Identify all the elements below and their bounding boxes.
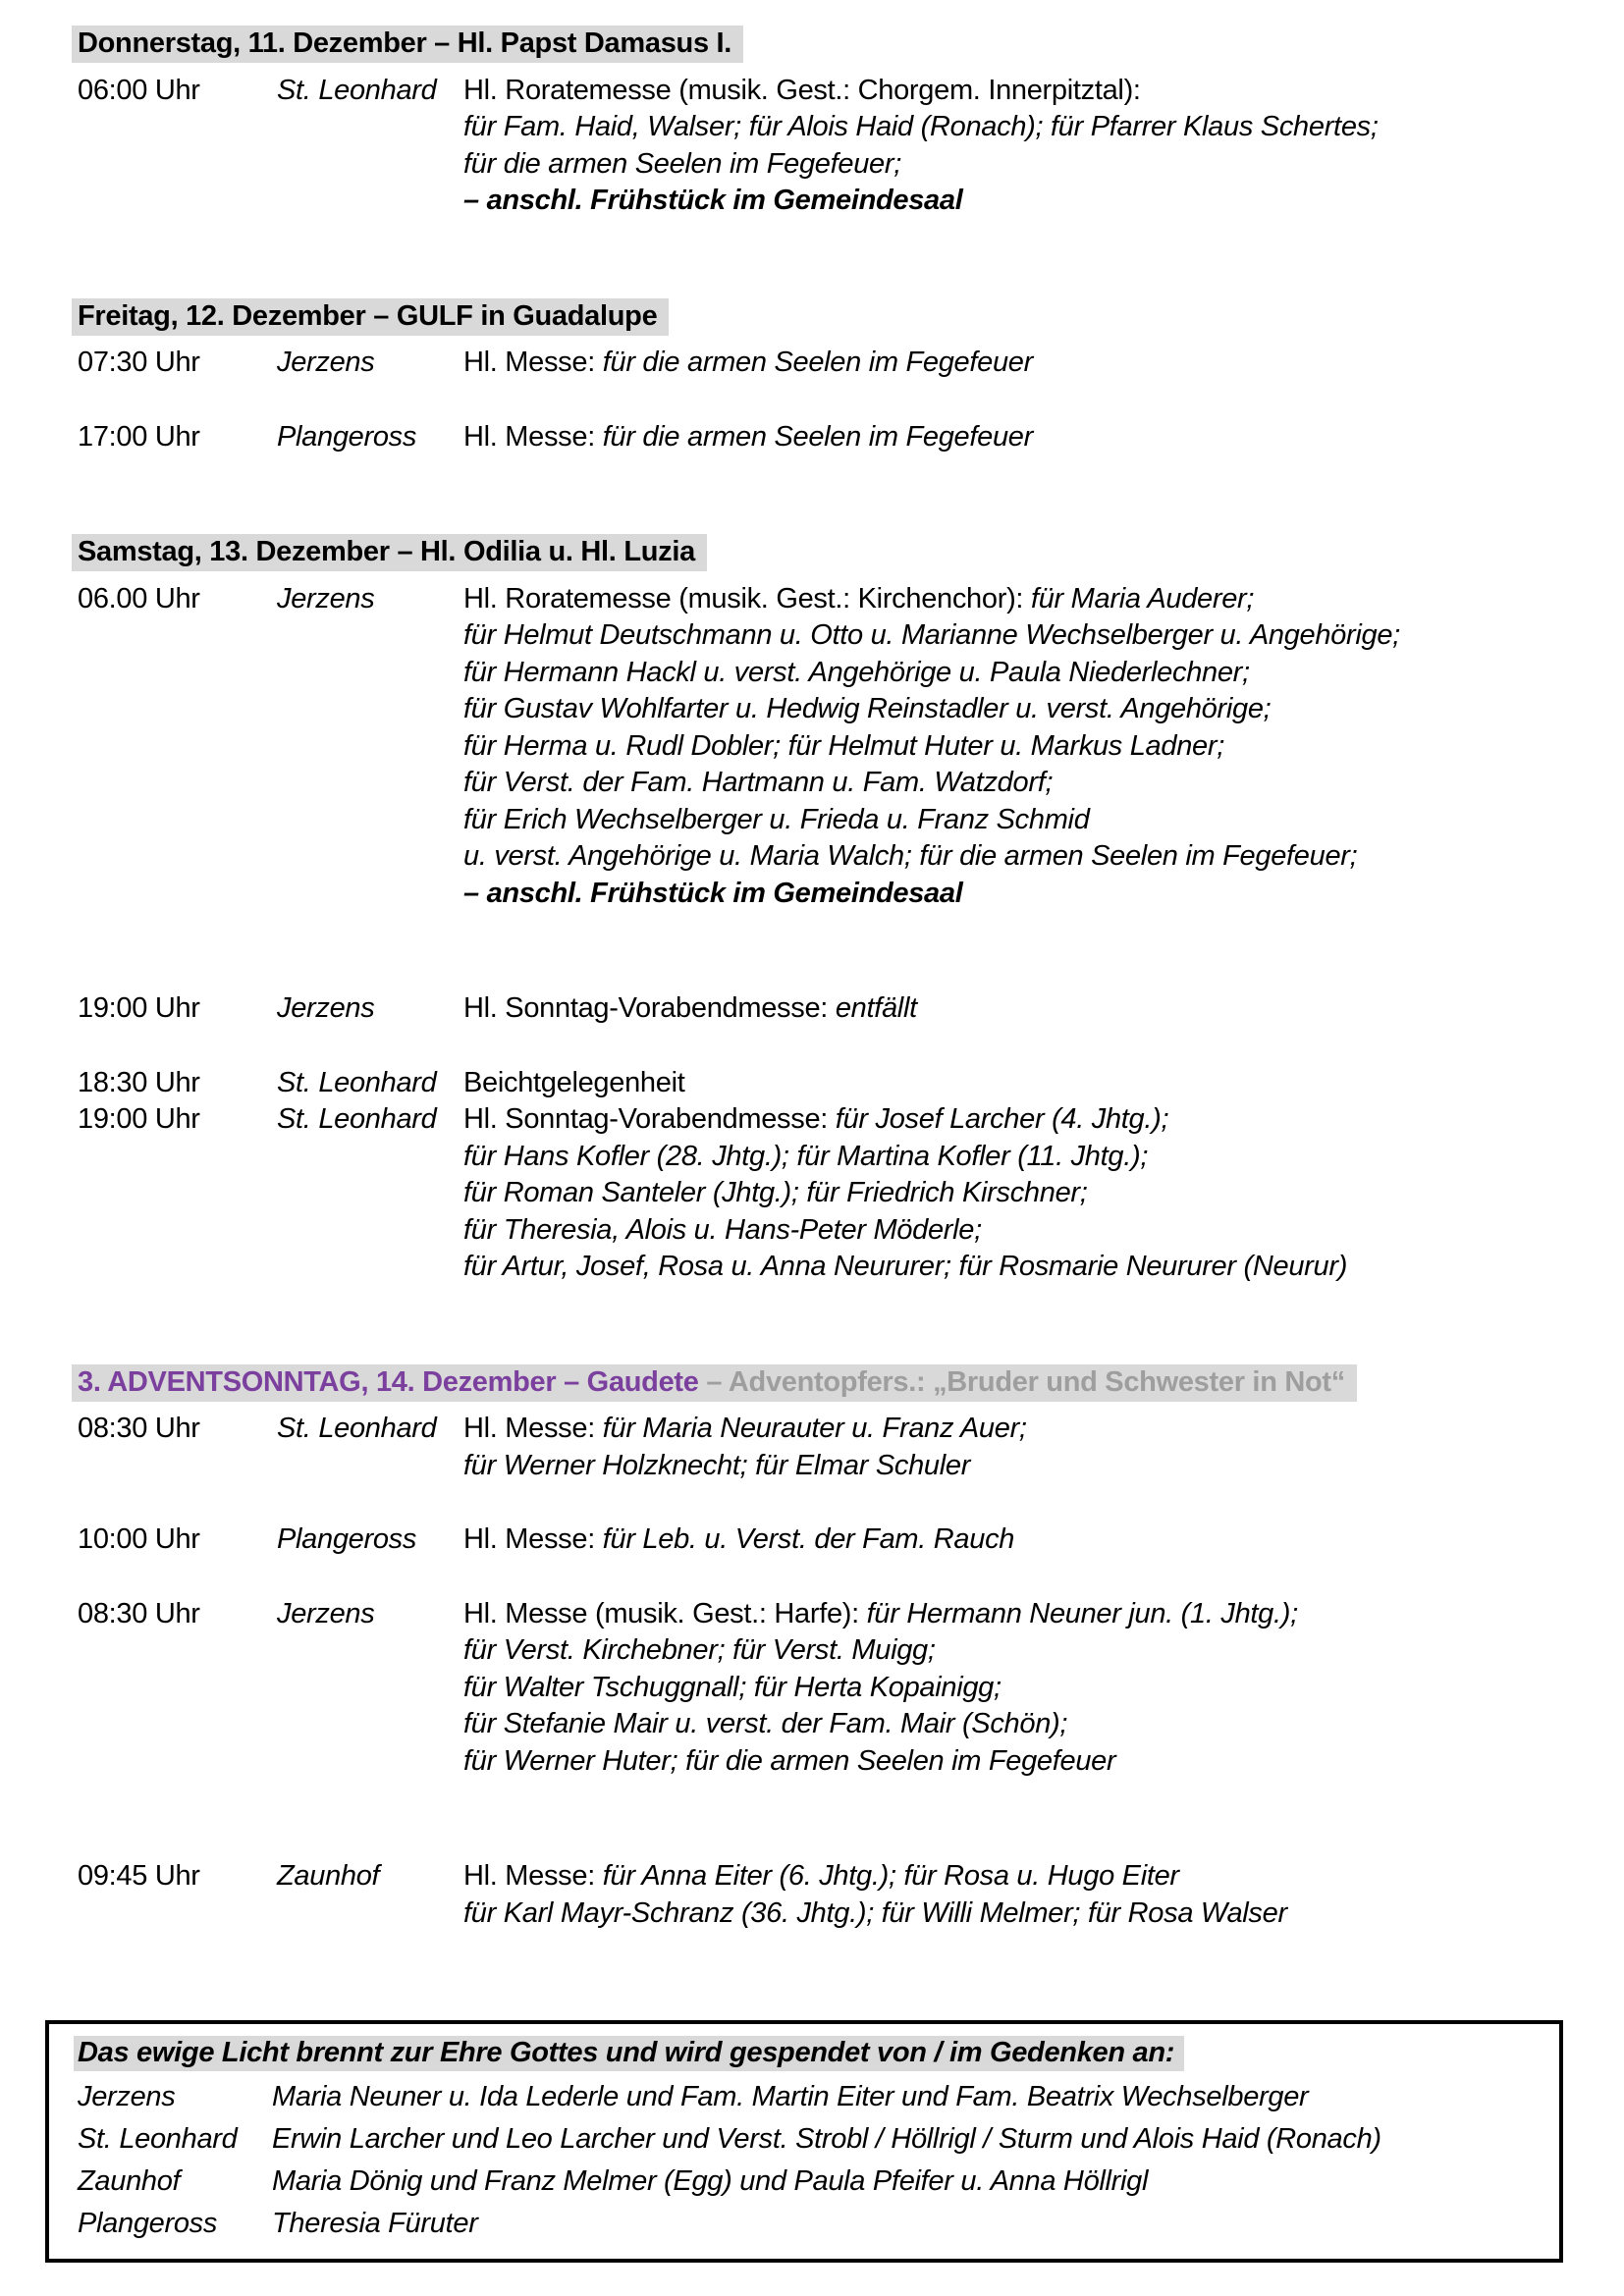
entry-line [463, 1858, 1585, 1896]
entry-place: St. Leonhard [277, 1103, 437, 1135]
text-segment: für Erich Wechselberger u. Frieda u. Franz Schmid [463, 803, 1090, 835]
text-segment: für Hans Kofler (28. Jhtg.); für Martina Kofler (11. Jhtg.); [463, 1140, 1149, 1172]
entry-line [463, 990, 1585, 1028]
entry-line [463, 1065, 1585, 1102]
section-header [78, 26, 1585, 63]
entry-line [463, 581, 1585, 618]
text-segment: für die armen Seelen im Fegefeuer [602, 347, 1033, 378]
entry-line [463, 1632, 1585, 1670]
entry-description [463, 1522, 1585, 1559]
eternal-light-heading [78, 2032, 1540, 2074]
schedule-entry [78, 1065, 1585, 1102]
eternal-light-rows [78, 2076, 1540, 2245]
entry-place: Jerzens [277, 347, 375, 378]
entry-line [463, 1175, 1585, 1212]
entry-line [463, 109, 1585, 146]
row-donors: Maria Neuner u. Ida Lederle und Fam. Martin Eiter und Fam. Beatrix Wechselberger [272, 2081, 1309, 2112]
entry-line [463, 1896, 1585, 1933]
entry-place: Plangeross [277, 420, 417, 453]
text-segment: Hl. Sonntag-Vorabendmesse: [463, 992, 836, 1024]
entry-place: Jerzens [277, 992, 375, 1024]
entry-line [463, 183, 1585, 220]
section-header-highlight [72, 1364, 1357, 1402]
text-segment: Hl. Sonntag-Vorabendmesse: [463, 1103, 836, 1135]
entry-line [463, 1411, 1585, 1448]
entry-line [463, 1448, 1585, 1485]
text-segment: für Karl Mayr-Schranz (36. Jhtg.); für Willi Melmer; für Rosa Walser [463, 1896, 1287, 1929]
text-segment: Donnerstag, 11. Dezember – Hl. Papst Damasus I. [78, 27, 732, 59]
text-segment: – anschl. Frühstück im Gemeindesaal [463, 185, 963, 216]
schedule-entry [78, 73, 1585, 220]
entry-description [463, 581, 1585, 913]
eternal-light-row [78, 2118, 1540, 2161]
text-segment: für Helmut Deutschmann u. Otto u. Marianne Wechselberger u. Angehörige; [463, 619, 1400, 651]
day-section-4 [78, 1364, 1585, 1933]
entry-time: 19:00 Uhr [78, 1103, 200, 1135]
section-header [78, 534, 1585, 571]
entry-time: 18:30 Uhr [78, 1066, 200, 1098]
row-place: St. Leonhard [78, 2123, 238, 2155]
entry-description [463, 1065, 1585, 1102]
entry-line [463, 728, 1585, 766]
entry-line [463, 1743, 1585, 1781]
entry-time: 08:30 Uhr [78, 1413, 200, 1444]
text-segment: für Werner Holzknecht; für Elmar Schuler [463, 1449, 971, 1481]
text-segment: Hl. Messe: [463, 1860, 603, 1892]
entry-line [463, 73, 1585, 110]
schedule-entry [78, 1101, 1585, 1286]
schedule-entry [78, 1522, 1585, 1559]
schedule-entry [78, 1596, 1585, 1781]
text-segment: für Maria Auderer; [1030, 582, 1255, 614]
schedule-entry [78, 1858, 1585, 1932]
text-segment: für Verst. der Fam. Hartmann u. Fam. Watzdorf; [463, 767, 1054, 798]
text-segment: Hl. Messe: [463, 1523, 603, 1555]
entry-line [463, 1670, 1585, 1707]
text-segment: für die armen Seelen im Fegefeuer; [463, 147, 901, 180]
entry-line [463, 345, 1585, 382]
eternal-light-row [78, 2076, 1540, 2118]
entry-line [463, 802, 1585, 839]
text-segment: für Roman Santeler (Jhtg.); für Friedrich Kirschner; [463, 1177, 1088, 1208]
text-segment: für Herma u. Rudl Dobler; für Helmut Huter u. Markus Ladner; [463, 729, 1224, 762]
text-segment: für Leb. u. Verst. der Fam. Rauch [602, 1523, 1015, 1555]
text-segment: für Stefanie Mair u. verst. der Fam. Mair (Schön); [463, 1708, 1068, 1739]
day-section-2 [78, 298, 1585, 456]
entry-line [463, 146, 1585, 184]
section-header-highlight [72, 26, 743, 63]
entry-time: 06.00 Uhr [78, 582, 200, 614]
text-segment: für Gustav Wohlfarter u. Hedwig Reinstadler u. verst. Angehörige; [463, 693, 1272, 724]
section-header-highlight [72, 298, 669, 336]
eternal-light-heading-text: Das ewige Licht brennt zur Ehre Gottes und wird gespendet von / im Gedenken an: [74, 2036, 1184, 2071]
text-segment: u. verst. Angehörige u. Maria Walch; für die armen Seelen im Fegefeuer; [463, 840, 1358, 872]
entry-description [463, 990, 1585, 1028]
eternal-light-row [78, 2203, 1540, 2245]
entry-place: Plangeross [277, 1523, 417, 1555]
entry-description [463, 1858, 1585, 1932]
schedule-entry [78, 1411, 1585, 1484]
entry-line [463, 1706, 1585, 1743]
schedule-sections [78, 26, 1585, 1932]
entry-line [463, 1212, 1585, 1250]
entry-description [463, 1596, 1585, 1781]
row-place: Plangeross [78, 2208, 218, 2239]
schedule-entry [78, 345, 1585, 382]
entry-line [463, 655, 1585, 692]
text-segment: für Werner Huter; für die armen Seelen im Fegefeuer [463, 1744, 1116, 1777]
section-header [78, 1364, 1585, 1402]
day-section-3 [78, 534, 1585, 1286]
entry-time: 19:00 Uhr [78, 992, 200, 1024]
text-segment: für Artur, Josef, Rosa u. Anna Neururer; für Rosmarie Neururer (Neurur) [463, 1251, 1348, 1282]
text-segment: Hl. Messe: [463, 420, 603, 453]
section-header [78, 298, 1585, 336]
entry-line [463, 1139, 1585, 1176]
text-segment: Beichtgelegenheit [463, 1066, 685, 1098]
text-segment: für die armen Seelen im Fegefeuer [602, 420, 1033, 453]
text-segment: für Theresia, Alois u. Hans-Peter Möderle; [463, 1213, 982, 1246]
text-segment: für Walter Tschuggnall; für Herta Kopainigg; [463, 1671, 1001, 1703]
text-segment: 3. ADVENTSONNTAG, 14. Dezember – Gaudete [78, 1365, 699, 1398]
text-segment: Hl. Roratemesse (musik. Gest.: Kirchenchor): [463, 582, 1031, 614]
day-section-1 [78, 26, 1585, 220]
entry-description [463, 1411, 1585, 1484]
text-segment: für Maria Neurauter u. Franz Auer; [602, 1413, 1027, 1444]
schedule-entry [78, 581, 1585, 913]
eternal-light-row [78, 2161, 1540, 2203]
row-donors: Maria Dönig und Franz Melmer (Egg) und Paula Pfeifer u. Anna Höllrigl [272, 2165, 1149, 2197]
row-donors: Erwin Larcher und Leo Larcher und Verst. Strobl / Höllrigl / Sturm und Alois Haid (Ronach) [272, 2123, 1381, 2155]
entry-line [463, 1101, 1585, 1139]
text-segment: Freitag, 12. Dezember – GULF in Guadalupe [78, 299, 658, 332]
entry-place: St. Leonhard [277, 1066, 437, 1098]
text-segment: Hl. Roratemesse (musik. Gest.: Chorgem. Innerpitztal): [463, 74, 1141, 106]
entry-description [463, 419, 1585, 456]
entry-time: 07:30 Uhr [78, 347, 200, 378]
text-segment: Hl. Messe: [463, 1413, 603, 1444]
text-segment: Hl. Messe: [463, 347, 603, 378]
text-segment: – Adventopfers.: „Bruder und Schwester in Not“ [698, 1365, 1345, 1398]
entry-time: 06:00 Uhr [78, 74, 200, 106]
entry-line [463, 765, 1585, 802]
entry-place: Jerzens [277, 582, 375, 614]
entry-time: 17:00 Uhr [78, 420, 200, 453]
eternal-light-box [45, 2020, 1563, 2263]
entry-time: 08:30 Uhr [78, 1597, 200, 1629]
entry-time: 10:00 Uhr [78, 1523, 200, 1555]
text-segment: für Verst. Kirchebner; für Verst. Muigg; [463, 1634, 936, 1666]
schedule-entry [78, 419, 1585, 456]
text-segment: für Anna Eiter (6. Jhtg.); für Rosa u. Hugo Eiter [602, 1860, 1179, 1892]
text-segment: für Hermann Neuner jun. (1. Jhtg.); [866, 1597, 1298, 1629]
text-segment: für Hermann Hackl u. verst. Angehörige u. Paula Niederlechner; [463, 656, 1250, 688]
row-place: Zaunhof [78, 2165, 181, 2197]
entry-line [463, 1522, 1585, 1559]
text-segment: – anschl. Frühstück im Gemeindesaal [463, 877, 963, 909]
entry-description [463, 73, 1585, 220]
entry-place: St. Leonhard [277, 74, 437, 106]
entry-place: St. Leonhard [277, 1413, 437, 1444]
text-segment: für Josef Larcher (4. Jhtg.); [835, 1103, 1169, 1135]
entry-line [463, 1596, 1585, 1633]
entry-line [463, 419, 1585, 456]
entry-description [463, 1101, 1585, 1286]
entry-line [463, 617, 1585, 655]
row-place: Jerzens [78, 2081, 176, 2112]
entry-description [463, 345, 1585, 382]
entry-place: Jerzens [277, 1597, 375, 1629]
entry-line [463, 691, 1585, 728]
entry-line [463, 838, 1585, 876]
text-segment: Samstag, 13. Dezember – Hl. Odilia u. Hl. Luzia [78, 536, 695, 567]
text-segment: entfällt [835, 992, 917, 1024]
text-segment: Hl. Messe (musik. Gest.: Harfe): [463, 1597, 867, 1629]
entry-time: 09:45 Uhr [78, 1860, 200, 1892]
entry-place: Zaunhof [277, 1860, 380, 1892]
section-header-highlight [72, 534, 707, 571]
row-donors: Theresia Füruter [272, 2208, 478, 2239]
text-segment: für Fam. Haid, Walser; für Alois Haid (Ronach); für Pfarrer Klaus Schertes; [463, 111, 1379, 142]
entry-line [463, 1249, 1585, 1286]
entry-line [463, 876, 1585, 913]
schedule-entry [78, 990, 1585, 1028]
